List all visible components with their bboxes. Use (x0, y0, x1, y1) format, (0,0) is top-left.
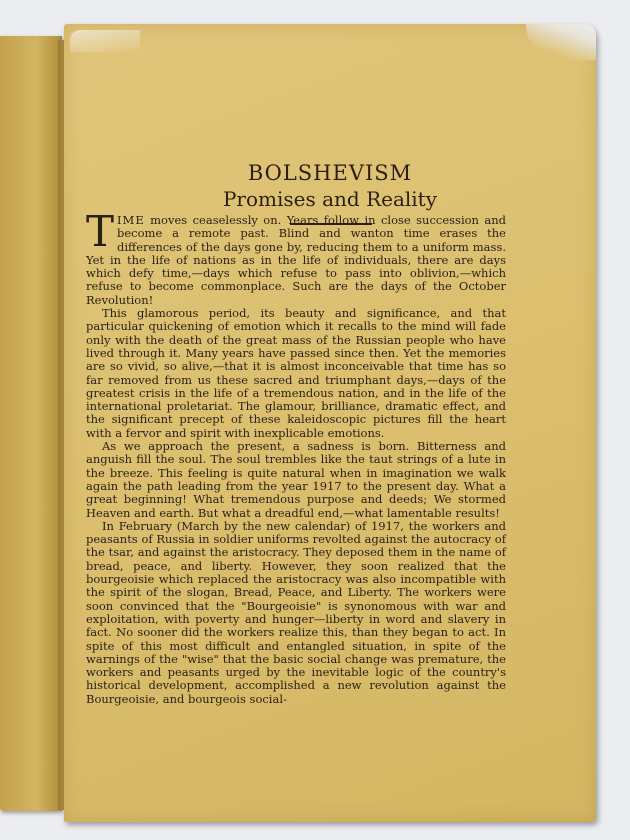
previous-page-edge (0, 36, 62, 811)
paragraph-3: As we approach the present, a sadness is born. Bitterness and anguish fill the soul. The soul trembles like the taut strings of a lute in the breeze. This feeling is quite natural when in imagination we walk again the path leading from the year 1917 to the present day. What a great beginning! What tremendous purpose and deeds; We stormed Heaven and earth. But what a dreadful end,—what lamentable results! (86, 439, 506, 520)
page-title: BOLSHEVISM (247, 161, 413, 185)
paragraph-1-text: moves ceaselessly on. Years follow in close succession and become a remote past. Blind and wanton time erases the differences of the days gone by, reducing them to a uniform mass. Yet in the life of nations as in the life of individuals, there are days which defy time,—days which refuse to pass into oblivion,—which refuse to become commonplace. Such are the days of the October Revolution! (86, 213, 506, 307)
paragraph-2: This glamorous period, its beauty and significance, and that particular quickening of emotion which it recalls to the mind will fade only with the death of the great mass of the Russian people who have lived through it. Many years have passed since then. Yet the memories are so vivid, so alive,—that it is almost inconceivable that time has so far removed from us these sacred and triumphant days,—days of the greatest crisis in the life of a tremendous nation, and in the life of the international proletariat. The glamour, brilliance, dramatic effect, and the significant precept of these kaleidoscopic pictures fill the heart with a fervor and spirit with inexplicable emotions. (86, 306, 506, 440)
opening-word: IME (117, 213, 145, 227)
worn-corner (526, 24, 596, 60)
article-body (86, 207, 506, 706)
paragraph-1 (86, 207, 506, 307)
page-subtitle: Promises and Reality (222, 187, 438, 211)
paragraph-4: In February (March by the new calendar) of 1917, the workers and peasants of Russia in soldier uniforms revolted against the autocracy of the tsar, and against the aristocracy. They deposed them in the name of bread, peace, and liberty. However, they soon realized that the bourgeoisie which replaced the aristocracy was also incompatible with the spirit of the slogan, Bread, Peace, and Liberty. The workers were soon convinced that the "Bourgeoisie" is synonomous with war and exploitation, with poverty and hunger—liberty in word and slavery in fact. No sooner did the workers realize this, than they began to act. In spite of this most difficult and entangled situation, in spite of the warnings of the "wise" that the basic social change was premature, the workers and peasants urged by the inevitable logic of the country's historical development, accomplished a new revolution against the Bourgeoisie, and bourgeois social- (86, 518, 506, 706)
drop-cap: T (86, 207, 115, 256)
worn-edge (70, 30, 140, 52)
